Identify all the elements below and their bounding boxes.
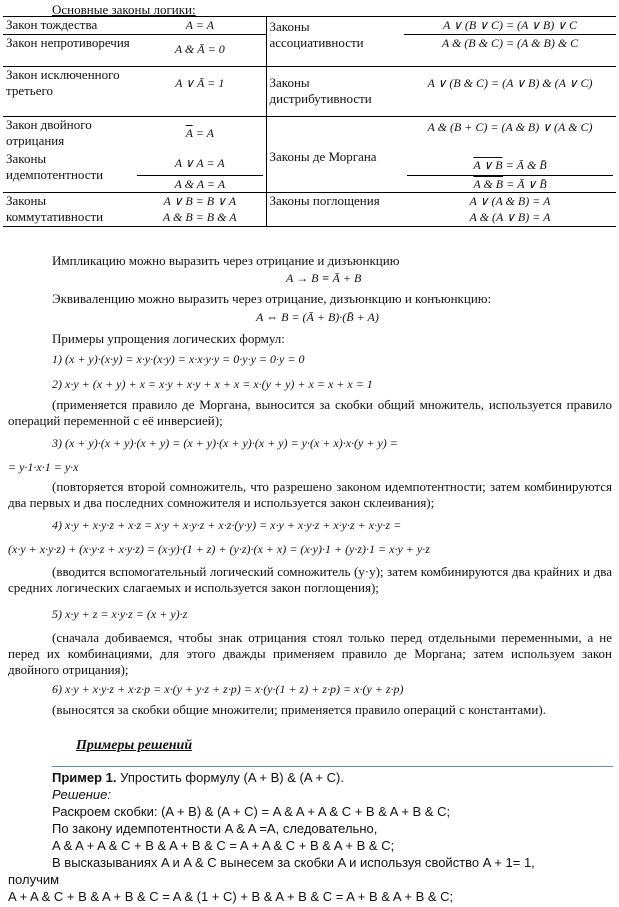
law-double-negation-name: Закон двойного отрицания xyxy=(6,117,92,148)
example-3: 3) (x + y)·(x + y)·(x + y) = (x + y)·(x + y)·(x + y) = y·(x + x)·x·(y + y) = xyxy=(52,436,398,450)
example-2: 2) x·y + (x + y) + x = x·y + x·y + x + x = x·(y + y) + x = x + x = 1 xyxy=(52,377,373,391)
law-excluded-middle-formula: A ∨ Ā = 1 xyxy=(134,67,266,117)
implication-intro: Импликацию можно выразить через отрицание и дизъюнкцию xyxy=(52,253,400,268)
solution-line-2: По закону идемпотентности A & A =A, следовательно, xyxy=(52,821,378,836)
law-associative-formula-1: A ∨ (B ∨ C) = (A ∨ B) ∨ C xyxy=(404,17,616,35)
equivalence-formula: A ⇔ B = (Ā + B)·(B̄ + A) xyxy=(256,310,379,324)
law-absorption-formulas: A ∨ (A & B) = A A & (A ∨ B) = A xyxy=(469,194,551,224)
law-associative-name: Законы ассоциативности xyxy=(269,19,364,50)
solution-line-1: Раскроем скобки: (A + B) & (A + C) = A & A + A & C + B & A + B & C; xyxy=(52,804,451,819)
law-idempotence-name: Законы идемпотентности xyxy=(6,150,104,182)
law-identity-name: Закон тождества xyxy=(6,17,98,32)
law-identity-formula: A = A xyxy=(134,17,266,35)
equivalence-intro: Эквиваленцию можно выразить через отрицание, дизъюнкцию и конъюнкцию: xyxy=(52,291,492,306)
examples-intro: Примеры упрощения логических формул: xyxy=(52,331,285,346)
law-idempotence-formula-2: A & A = A xyxy=(137,175,263,192)
example-3-note: (повторяется второй сомножитель, что разрешено законом идемпотентности; затем комбинируются два первых и два последних сомножителя и используется закон склеивания); xyxy=(8,479,612,510)
solution-line-5: получим xyxy=(8,872,60,887)
laws-table xyxy=(3,16,616,227)
law-noncontradiction-formula: A & Ā = 0 xyxy=(134,35,266,67)
example-4: 4) x·y + x·y·z + x·z = x·y + x·y·z + x·z·(y·y) = x·y + x·y·z + x·y·z + x·y·z = xyxy=(52,518,402,532)
example-1: 1) (x + y)·(x·y) = x·y·(x·y) = x·x·y·y = 0·y·y = 0·y = 0 xyxy=(52,352,305,366)
problem-1-solution-label: Решение: xyxy=(52,787,112,802)
example-6: 6) x·y + x·y·z + x·z·p = x·(y + y·z + z·p) = x·(y·(1 + z) + z·p) = x·(y + z·p) xyxy=(52,682,404,696)
law-double-negation-formula: $\overline{A} = A$ xyxy=(134,117,266,151)
law-excluded-middle-name: Закон исключенного третьего xyxy=(6,67,120,98)
law-idempotence-formulas xyxy=(134,151,266,193)
law-de-morgan-name: Законы де Моргана xyxy=(269,149,377,164)
example-5: 5) x·y + z = x·y·z = (x + y)·z xyxy=(52,607,188,621)
implication-formula: A → B ≡ Ā + B xyxy=(286,271,362,285)
example-3-continued: = y·1·x·1 = y·x xyxy=(8,460,79,474)
law-distributive-formula-2: A & (B + C) = (A & B) ∨ (A & C) xyxy=(404,117,616,151)
example-2-note: (применяется правило де Моргана, выносится за скобки общий множитель, используется правило операций переменной с её инверсией); xyxy=(8,397,612,428)
law-de-morgan-formulas: A ∨ B = Ā & B̄ A & B = Ā ∨ B̄ xyxy=(404,151,616,193)
law-distributive-name: Законы дистрибутивности xyxy=(269,75,372,106)
example-4-continued: (x·y + x·y·z) + (x·y·z + x·y·z) = (x·y)·(1 + z) + (y·z)·(x + x) = (x·y)·1 + (y·z)·1 = x·y + y·z xyxy=(8,542,430,556)
law-idempotence-formula-1: A ∨ A = A xyxy=(174,155,225,170)
section-divider xyxy=(52,766,613,767)
law-associative-formula-2: A & (B & C) = (A & B) & C xyxy=(441,36,579,50)
law-distributive-formula-1: A ∨ (B & C) = (A ∨ B) & (A ∨ C) xyxy=(427,76,593,90)
law-commutative-formulas: A ∨ B = B ∨ A A & B = B & A xyxy=(134,193,266,227)
law-noncontradiction-name: Закон непротиворечия xyxy=(6,35,130,50)
law-commutative-name: Законы коммутативности xyxy=(6,193,104,224)
example-5-note: (сначала добиваемся, чтобы знак отрицания стоял только перед отдельными переменными, а не перед их комбинациями, для этого дважды применяем правило де Моргана; затем используем закон двойного отрицания); xyxy=(8,630,612,677)
problem-1-statement: Пример 1. Упростить формулу (A + B) & (A + C). xyxy=(52,770,344,785)
law-absorption-name: Законы поглощения xyxy=(269,193,380,208)
example-4-note: (вводится вспомогательный логический сомножитель (y·y); затем комбинируются два крайних и два средних логических слагаемых и используется закон поглощения); xyxy=(8,564,612,595)
page-title: Основные законы логики: xyxy=(52,2,196,17)
overlined-a: $\overline{A}$ xyxy=(185,126,193,140)
solution-line-6: A + A & C + B & A + B & C = A & (1 + C) + B & A + B & C = A + B & A + B & C; xyxy=(8,889,454,904)
example-6-note: (выносятся за скобки общие множители; применяется правило операций с константами). xyxy=(52,702,546,717)
solutions-heading: Примеры решений xyxy=(76,738,193,753)
solution-line-3: A & A + A & C + B & A + B & C = A + A & C + B & A + B & C; xyxy=(52,838,395,853)
solution-line-4: В высказываниях A и A & C вынесем за скобки A и используя свойство A + 1= 1, xyxy=(52,855,535,870)
